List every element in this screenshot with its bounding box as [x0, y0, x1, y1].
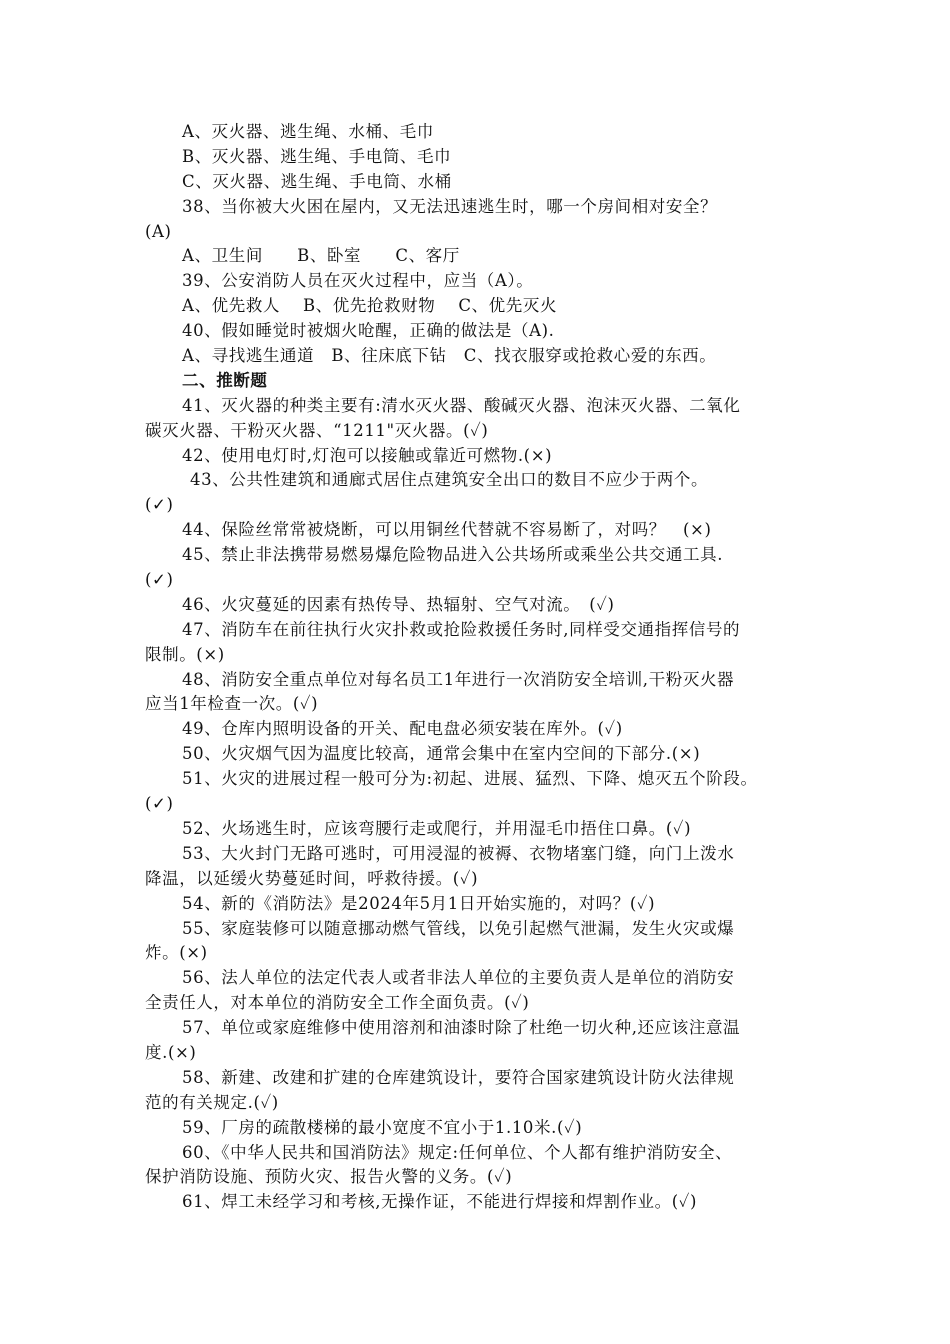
question-line: 54、新的《消防法》是2024年5月1日开始实施的，对吗？(✓) [182, 893, 656, 913]
question-line: 44、保险丝常常被烧断，可以用铜丝代替就不容易断了，对吗？ (×) [182, 520, 712, 540]
question-line: 53、大火封门无路可逃时，可用浸湿的被褥、衣物堵塞门缝，向门上泼水 [182, 843, 735, 863]
question-continuation: (✓) [145, 794, 174, 814]
question-line: 42、使用电灯时,灯泡可以接触或靠近可燃物.(×) [182, 445, 553, 465]
question-line: 59、厂房的疏散楼梯的最小宽度不宜小于1.10米.(✓) [182, 1117, 583, 1137]
option-line: A、灭火器、逃生绳、水桶、毛巾 [182, 122, 434, 141]
question-line: 41、灭火器的种类主要有:清水灭火器、酸碱灭火器、泡沫灭火器、二氧化 [182, 395, 741, 415]
option-line: A、优先救人 B、优先抢救财物 C、优先灭火 [182, 296, 558, 316]
question-continuation: 保护消防设施、预防火灾、报告火警的义务。(✓) [145, 1167, 513, 1187]
question-line: 46、火灾蔓延的因素有热传导、热辐射、空气对流。 (✓) [182, 594, 615, 614]
question-line: 38、当你被大火困在屋内，又无法迅速逃生时，哪一个房间相对安全？ [182, 196, 718, 216]
question-continuation: (✓) [145, 495, 174, 515]
option-line: B、灭火器、逃生绳、手电筒、毛巾 [182, 146, 452, 166]
question-line: 57、单位或家庭维修中使用溶剂和油漆时除了杜绝一切火种,还应该注意温 [182, 1018, 741, 1038]
question-continuation: (A) [145, 221, 172, 241]
question-continuation: 度.(×) [145, 1042, 197, 1062]
question-continuation: 碳灭火器、干粉灭火器、“1211"灭火器。(✓) [145, 420, 489, 440]
section-heading: 二、推断题 [182, 370, 268, 390]
question-continuation: (✓) [145, 570, 174, 590]
question-line: 43、公共性建筑和通廊式居住点建筑安全出口的数目不应少于两个。 [190, 470, 709, 490]
question-line: 39、公安消防人员在灭火过程中，应当（A）。 [182, 271, 534, 291]
question-line: 52、火场逃生时，应该弯腰行走或爬行，并用湿毛巾捂住口鼻。(✓) [182, 818, 692, 838]
question-continuation: 限制。(×) [145, 644, 225, 664]
question-continuation: 范的有关规定.(✓) [145, 1092, 279, 1112]
question-line: 51、火灾的进展过程一般可分为:初起、进展、猛烈、下降、熄灭五个阶段。 [182, 769, 758, 789]
question-continuation: 全责任人，对本单位的消防安全工作全面负责。(✓) [145, 993, 530, 1013]
option-line: A、寻找逃生通道 B、往床底下钻 C、找衣服穿或抢救心爱的东西。 [182, 346, 717, 366]
question-line: 40、假如睡觉时被烟火呛醒，正确的做法是（A). [182, 321, 555, 341]
option-line: C、灭火器、逃生绳、手电筒、水桶 [182, 171, 452, 191]
question-line: 49、仓库内照明设备的开关、配电盘必须安装在库外。(✓) [182, 719, 623, 739]
question-line: 60、《中华人民共和国消防法》规定:任何单位、个人都有维护消防安全、 [182, 1142, 733, 1162]
question-continuation: 降温，以延缓火势蔓延时间，呼救待援。(✓) [145, 868, 479, 888]
question-line: 48、消防安全重点单位对每名员工1年进行一次消防安全培训,干粉灭火器 [182, 669, 735, 689]
question-line: 47、消防车在前往执行火灾扑救或抢险救援任务时,同样受交通指挥信号的 [182, 619, 741, 639]
question-line: 58、新建、改建和扩建的仓库建筑设计，要符合国家建筑设计防火法律规 [182, 1067, 735, 1087]
question-line: 56、法人单位的法定代表人或者非法人单位的主要负责人是单位的消防安 [182, 968, 735, 988]
question-line: 55、家庭装修可以随意挪动燃气管线，以免引起燃气泄漏，发生火灾或爆 [182, 918, 735, 938]
question-continuation: 应当1年检查一次。(✓) [145, 694, 319, 714]
question-continuation: 炸。(×) [145, 943, 208, 963]
document-body [0, 120, 950, 1215]
question-line: 50、火灾烟气因为温度比较高，通常会集中在室内空间的下部分.(×) [182, 744, 701, 764]
question-line: 61、焊工未经学习和考核,无操作证，不能进行焊接和焊割作业。(✓) [182, 1192, 698, 1212]
question-line: 45、禁止非法携带易燃易爆危险物品进入公共场所或乘坐公共交通工具. [182, 545, 724, 565]
option-line: A、卫生间 B、卧室 C、客厅 [182, 246, 460, 266]
